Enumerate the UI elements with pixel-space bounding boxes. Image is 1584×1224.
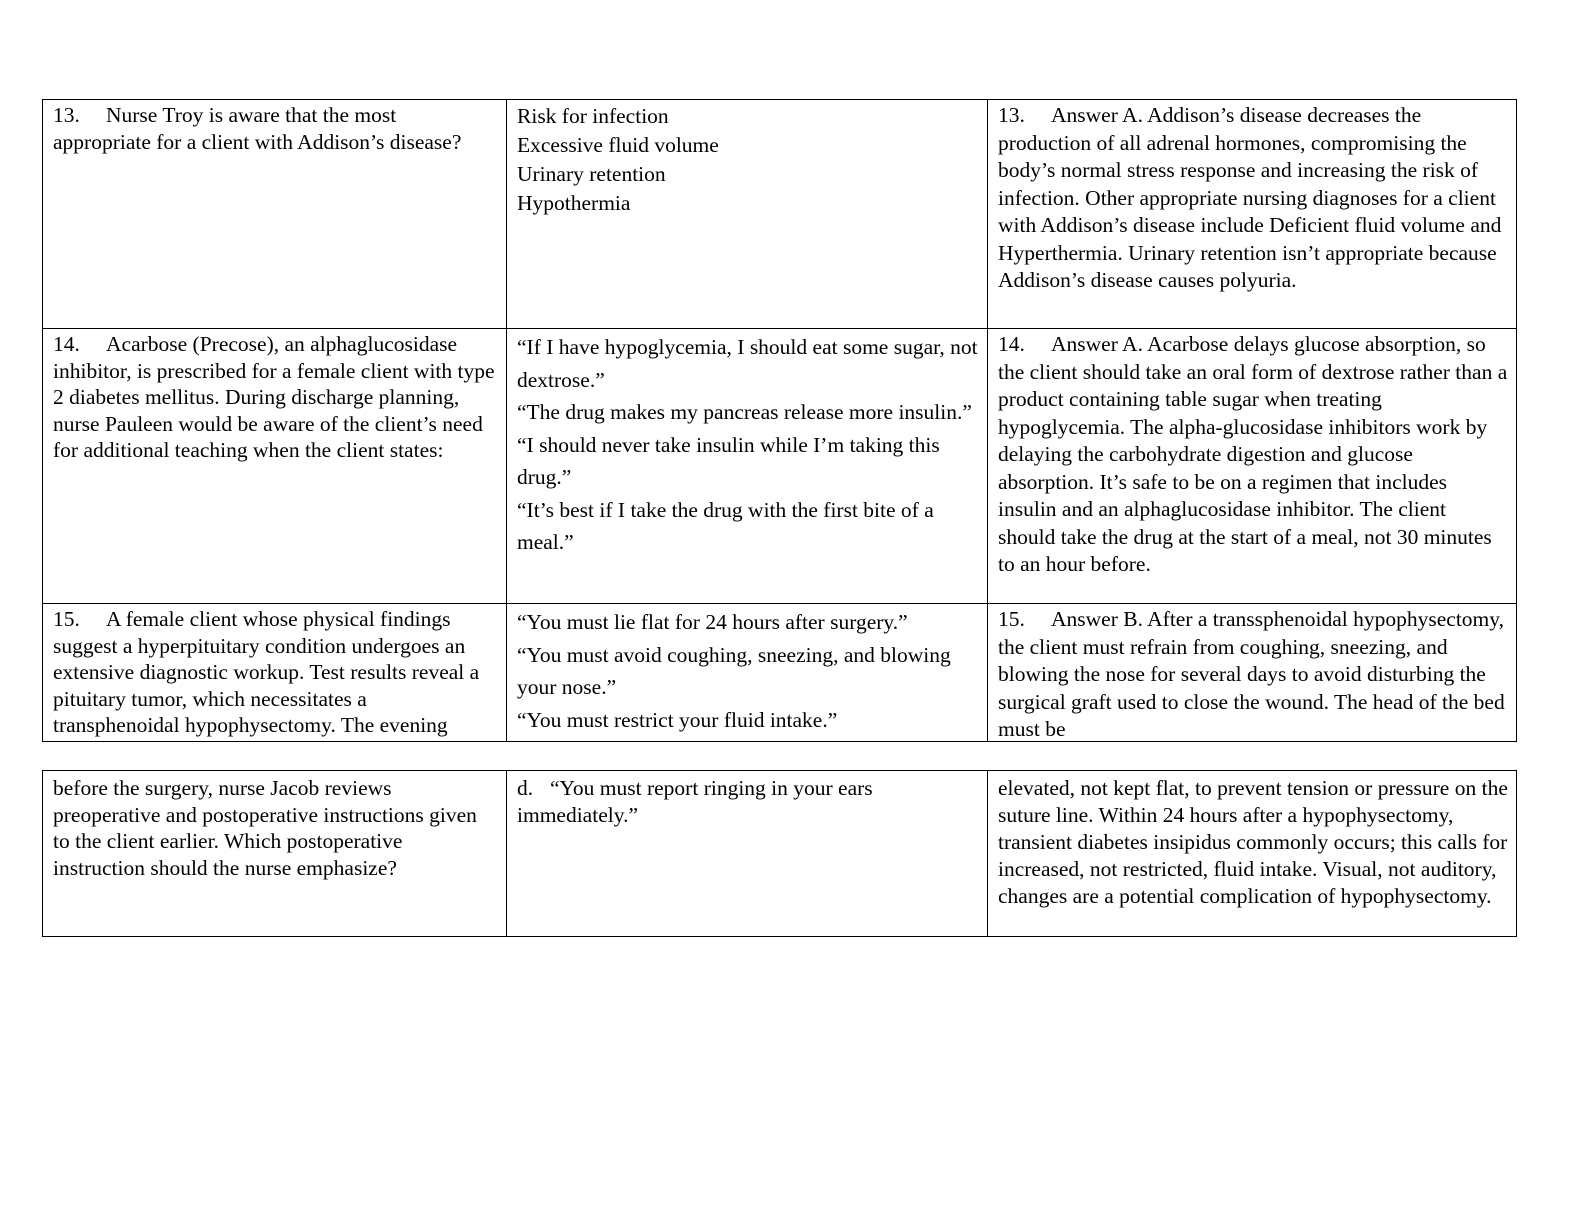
option-b: [507, 396, 987, 429]
option-letter: d.: [517, 776, 534, 800]
option-a: [507, 606, 987, 639]
option-a: [507, 331, 987, 396]
options-cell: [507, 771, 988, 936]
option-text: “If I have hypoglycemia, I should eat some sugar, not dextrose.”: [517, 335, 978, 392]
question-text: A female client whose physical findings suggest a hyperpituitary condition undergoes an extensive diagnostic workup. Test results reveal a pituitary tumor, which necessitates a transphenoidal hypophysectomy. The evening: [53, 607, 480, 737]
option-text: Urinary retention: [517, 162, 666, 186]
question-text: Acarbose (Precose), an alphaglucosidase inhibitor, is prescribed for a female client with type 2 diabetes mellitus. During discharge planning, nurse Pauleen would be aware of the client’s need for additional teaching when the client states:: [53, 332, 495, 462]
options-cell: [507, 329, 988, 603]
option-a: [507, 102, 987, 131]
qa-table-1: [42, 99, 1517, 742]
question-number: 15.: [53, 607, 80, 631]
option-b: [507, 639, 987, 704]
question-number: 14.: [53, 332, 80, 356]
answer-text: elevated, not kept flat, to prevent tension or pressure on the suture line. Within 24 hours after a hypophysectomy, transient diabetes insipidus commonly occurs; this calls for increased, not restricted, fluid intake. Visual, not auditory, changes are a potential complication of hypophysectomy.: [998, 776, 1508, 908]
options-cell: [507, 100, 988, 328]
option-text: Excessive fluid volume: [517, 133, 719, 157]
option-b: [507, 131, 987, 160]
table-row: [43, 603, 1516, 741]
option-text: Risk for infection: [517, 104, 669, 128]
option-d: [507, 494, 987, 559]
answer-cell: [988, 329, 1516, 603]
question-cell: [43, 771, 507, 936]
option-text: “It’s best if I take the drug with the first bite of a meal.”: [517, 497, 934, 554]
option-d: [507, 189, 987, 218]
option-c: [507, 704, 987, 737]
table-row: [43, 328, 1516, 603]
option-text: Hypothermia: [517, 191, 631, 215]
answer-cell: [988, 604, 1516, 741]
question-text: before the surgery, nurse Jacob reviews preoperative and postoperative instructions given to the client earlier. Which postoperative instruction should the nurse emphasize?: [53, 776, 477, 880]
answer-text: Answer B. After a transsphenoidal hypophysectomy, the client must refrain from coughing, sneezing, and blowing the nose for several days to avoid disturbing the surgical graft used to close the wound. The head of the bed must be: [998, 607, 1505, 741]
option-text: “You must restrict your fluid intake.”: [517, 707, 838, 732]
option-c: [507, 429, 987, 494]
answer-text: Answer A. Acarbose delays glucose absorption, so the client should take an oral form of dextrose rather than a product containing table sugar when treating hypoglycemia. The alpha-glucosidase inhibitors work by delaying the carbohydrate digestion and glucose absorption. It’s safe to be on a regimen that includes insulin and an alphaglucosidase inhibitor. The client should take the drug at the start of a meal, not 30 minutes to an hour before.: [998, 332, 1508, 576]
option-text: “I should never take insulin while I’m taking this drug.”: [517, 432, 940, 489]
answer-number: 15.: [998, 607, 1025, 631]
answer-text: Answer A. Addison’s disease decreases the production of all adrenal hormones, compromising the body’s normal stress response and increasing the risk of infection. Other appropriate nursing diagnoses for a client with Addison’s disease include Deficient fluid volume and Hyperthermia. Urinary retention isn’t appropriate because Addison’s disease causes polyuria.: [998, 103, 1502, 292]
option-text: “You must lie flat for 24 hours after surgery.”: [517, 610, 908, 634]
question-number: 13.: [53, 103, 80, 127]
answer-cell: [988, 100, 1516, 328]
answer-number: 13.: [998, 103, 1025, 127]
table-row: [43, 771, 1516, 936]
answer-number: 14.: [998, 332, 1025, 356]
option-text: “You must report ringing in your ears immediately.”: [517, 776, 873, 827]
question-cell: [43, 100, 507, 328]
question-text: Nurse Troy is aware that the most appropriate for a client with Addison’s disease?: [53, 103, 462, 154]
qa-table-2: [42, 770, 1517, 937]
question-cell: [43, 329, 507, 603]
option-c: [507, 160, 987, 189]
option-text: “You must avoid coughing, sneezing, and blowing your nose.”: [517, 642, 951, 699]
question-cell: [43, 604, 507, 741]
options-cell: [507, 604, 988, 741]
answer-cell: [988, 771, 1516, 936]
option-text: “The drug makes my pancreas release more insulin.”: [517, 400, 972, 424]
table-row: [43, 100, 1516, 328]
